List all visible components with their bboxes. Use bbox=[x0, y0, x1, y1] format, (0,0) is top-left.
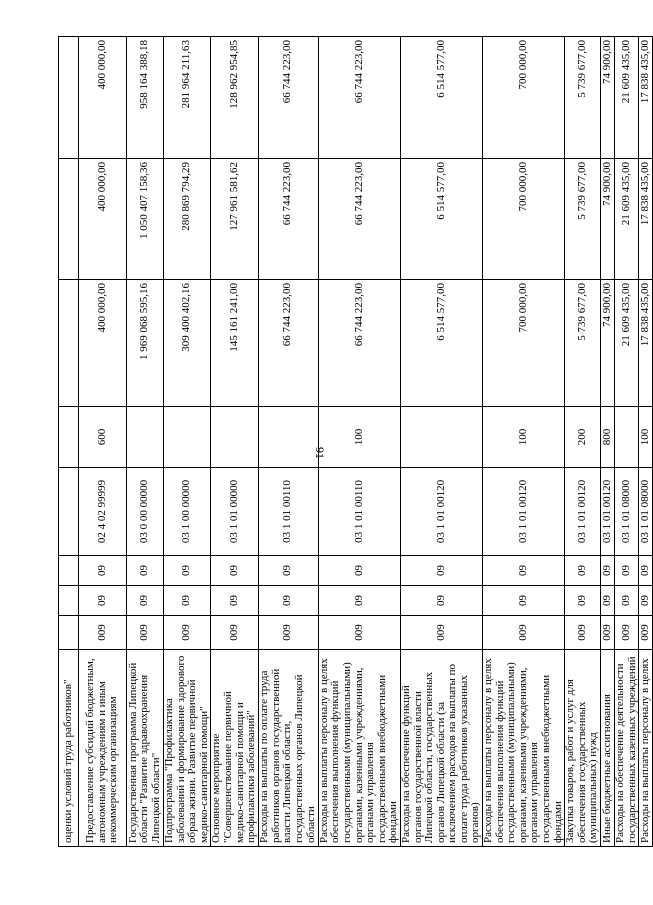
ministry-code-cell: 009 bbox=[639, 616, 653, 650]
item-name-cell: Расходы на выплаты персоналу в целях обеспечения выполнения функций государственными (муниципальными) органами, казенными учреждениями, органами управления государственными внебюджетными фондами bbox=[318, 650, 400, 847]
budget-table-body bbox=[59, 37, 653, 847]
amount-year2-cell: 21 609 435,00 bbox=[615, 159, 639, 280]
ministry-code-cell: 009 bbox=[565, 616, 601, 650]
subsection-code-cell bbox=[59, 556, 79, 586]
table-row bbox=[127, 37, 164, 847]
expense-type-cell: 100 bbox=[483, 407, 565, 468]
subsection-code-cell: 09 bbox=[164, 556, 211, 586]
target-article-cell: 03 0 00 00000 bbox=[127, 468, 164, 556]
ministry-code-cell: 009 bbox=[164, 616, 211, 650]
amount-year2-cell: 17 838 435,00 bbox=[639, 159, 653, 280]
amount-year1-cell: 5 739 677,00 bbox=[565, 280, 601, 407]
amount-year3-cell: 281 964 211,63 bbox=[164, 37, 211, 159]
table-row bbox=[211, 37, 258, 847]
target-article-cell: 03 1 01 00000 bbox=[211, 468, 258, 556]
target-article-cell: 03 1 01 00120 bbox=[400, 468, 482, 556]
section-code-cell: 09 bbox=[127, 586, 164, 616]
amount-year3-cell: 6 514 577,00 bbox=[400, 37, 482, 159]
expense-type-cell: 200 bbox=[565, 407, 601, 468]
subsection-code-cell: 09 bbox=[483, 556, 565, 586]
expense-type-cell bbox=[127, 407, 164, 468]
expense-type-cell bbox=[59, 407, 79, 468]
item-name-cell: Расходы на выплаты персоналу в целях обеспечения выполнения функций государственными (муниципальными) органами, казенными учреждениями, органами управления государственными внебюджетными фондами bbox=[483, 650, 565, 847]
subsection-code-cell: 09 bbox=[615, 556, 639, 586]
target-article-cell: 03 1 01 00120 bbox=[483, 468, 565, 556]
amount-year1-cell bbox=[59, 280, 79, 407]
rotated-table-page bbox=[58, 37, 651, 847]
item-name-cell: Расходы на выплаты по оплате труда работников органов государственной власти Липецкой области, государственных органов Липецкой области bbox=[258, 650, 318, 847]
expense-type-cell bbox=[400, 407, 482, 468]
amount-year1-cell: 1 969 068 595,16 bbox=[127, 280, 164, 407]
amount-year3-cell: 66 744 223,00 bbox=[258, 37, 318, 159]
amount-year2-cell: 66 744 223,00 bbox=[258, 159, 318, 280]
budget-table bbox=[58, 36, 653, 847]
amount-year2-cell: 66 744 223,00 bbox=[318, 159, 400, 280]
expense-type-cell: 100 bbox=[318, 407, 400, 468]
amount-year2-cell: 6 514 577,00 bbox=[400, 159, 482, 280]
subsection-code-cell: 09 bbox=[565, 556, 601, 586]
expense-type-cell: 100 bbox=[639, 407, 653, 468]
table-row bbox=[639, 37, 653, 847]
amount-year1-cell: 700 000,00 bbox=[483, 280, 565, 407]
amount-year1-cell: 145 161 241,00 bbox=[211, 280, 258, 407]
expense-type-cell: 600 bbox=[79, 407, 127, 468]
amount-year3-cell: 128 962 954,85 bbox=[211, 37, 258, 159]
target-article-cell: 03 1 01 08000 bbox=[615, 468, 639, 556]
target-article-cell: 02 4 02 99999 bbox=[79, 468, 127, 556]
target-article-cell bbox=[59, 468, 79, 556]
amount-year3-cell: 66 744 223,00 bbox=[318, 37, 400, 159]
target-article-cell: 03 1 01 00120 bbox=[565, 468, 601, 556]
target-article-cell: 03 1 01 00110 bbox=[318, 468, 400, 556]
item-name-cell: Расходы на обеспечение функций органов государственной власти Липецкой области, государственных органов Липецкой области (за исключением расходов на выплаты по оплате труда работников указанных органов) bbox=[400, 650, 482, 847]
amount-year2-cell bbox=[59, 159, 79, 280]
item-name-cell: Расходы на выплаты персоналу в целях bbox=[639, 650, 653, 847]
ministry-code-cell: 009 bbox=[615, 616, 639, 650]
amount-year1-cell: 400 000,00 bbox=[79, 280, 127, 407]
amount-year3-cell: 74 900,00 bbox=[601, 37, 615, 159]
amount-year2-cell: 400 000,00 bbox=[79, 159, 127, 280]
amount-year3-cell: 21 609 435,00 bbox=[615, 37, 639, 159]
target-article-cell: 03 1 01 00120 bbox=[601, 468, 615, 556]
table-row bbox=[59, 37, 79, 847]
section-code-cell: 09 bbox=[164, 586, 211, 616]
table-row bbox=[400, 37, 482, 847]
section-code-cell: 09 bbox=[79, 586, 127, 616]
table-row bbox=[258, 37, 318, 847]
target-article-cell: 03 1 01 08000 bbox=[639, 468, 653, 556]
item-name-cell: Государственная программа Липецкой области "Развитие здравоохранения Липецкой области" bbox=[127, 650, 164, 847]
subsection-code-cell: 09 bbox=[79, 556, 127, 586]
amount-year3-cell bbox=[59, 37, 79, 159]
ministry-code-cell: 009 bbox=[211, 616, 258, 650]
item-name-cell: Закупка товаров, работ и услуг для обеспечения государственных (муниципальных) нужд bbox=[565, 650, 601, 847]
subsection-code-cell: 09 bbox=[211, 556, 258, 586]
amount-year3-cell: 700 000,00 bbox=[483, 37, 565, 159]
amount-year1-cell: 66 744 223,00 bbox=[318, 280, 400, 407]
section-code-cell: 09 bbox=[258, 586, 318, 616]
item-name-cell: оценки условий труда работников" bbox=[59, 650, 79, 847]
item-name-cell: Расходы на обеспечение деятельности государственных казенных учреждений bbox=[615, 650, 639, 847]
item-name-cell: Иные бюджетные ассигнования bbox=[601, 650, 615, 847]
amount-year2-cell: 5 739 677,00 bbox=[565, 159, 601, 280]
amount-year1-cell: 309 400 402,16 bbox=[164, 280, 211, 407]
table-row bbox=[164, 37, 211, 847]
amount-year3-cell: 400 000,00 bbox=[79, 37, 127, 159]
amount-year1-cell: 6 514 577,00 bbox=[400, 280, 482, 407]
amount-year1-cell: 21 609 435,00 bbox=[615, 280, 639, 407]
ministry-code-cell: 009 bbox=[601, 616, 615, 650]
amount-year2-cell: 1 050 407 158,36 bbox=[127, 159, 164, 280]
expense-type-cell bbox=[615, 407, 639, 468]
table-row bbox=[79, 37, 127, 847]
page-number: 91 bbox=[313, 447, 327, 459]
ministry-code-cell bbox=[59, 616, 79, 650]
section-code-cell: 09 bbox=[601, 586, 615, 616]
ministry-code-cell: 009 bbox=[127, 616, 164, 650]
amount-year2-cell: 280 869 794,29 bbox=[164, 159, 211, 280]
item-name-cell: Подпрограмма "Профилактика заболеваний и формирование здорового образа жизни. Развитие первичной медико-санитарной помощи" bbox=[164, 650, 211, 847]
section-code-cell bbox=[59, 586, 79, 616]
table-row bbox=[565, 37, 601, 847]
table-row bbox=[318, 37, 400, 847]
amount-year3-cell: 5 739 677,00 bbox=[565, 37, 601, 159]
amount-year1-cell: 74 900,00 bbox=[601, 280, 615, 407]
subsection-code-cell: 09 bbox=[318, 556, 400, 586]
expense-type-cell: 800 bbox=[601, 407, 615, 468]
section-code-cell: 09 bbox=[639, 586, 653, 616]
table-row bbox=[483, 37, 565, 847]
amount-year3-cell: 958 164 388,18 bbox=[127, 37, 164, 159]
section-code-cell: 09 bbox=[615, 586, 639, 616]
subsection-code-cell: 09 bbox=[400, 556, 482, 586]
ministry-code-cell: 009 bbox=[400, 616, 482, 650]
section-code-cell: 09 bbox=[483, 586, 565, 616]
amount-year3-cell: 17 838 435,00 bbox=[639, 37, 653, 159]
amount-year1-cell: 66 744 223,00 bbox=[258, 280, 318, 407]
table-row bbox=[615, 37, 639, 847]
amount-year2-cell: 700 000,00 bbox=[483, 159, 565, 280]
expense-type-cell bbox=[211, 407, 258, 468]
section-code-cell: 09 bbox=[318, 586, 400, 616]
section-code-cell: 09 bbox=[400, 586, 482, 616]
ministry-code-cell: 009 bbox=[79, 616, 127, 650]
ministry-code-cell: 009 bbox=[318, 616, 400, 650]
amount-year2-cell: 127 961 581,62 bbox=[211, 159, 258, 280]
item-name-cell: Основное мероприятие "Совершенствование первичной медико-санитарной помощи и профилактики заболеваний" bbox=[211, 650, 258, 847]
subsection-code-cell: 09 bbox=[258, 556, 318, 586]
expense-type-cell bbox=[164, 407, 211, 468]
amount-year2-cell: 74 900,00 bbox=[601, 159, 615, 280]
ministry-code-cell: 009 bbox=[483, 616, 565, 650]
expense-type-cell bbox=[258, 407, 318, 468]
table-row bbox=[601, 37, 615, 847]
subsection-code-cell: 09 bbox=[127, 556, 164, 586]
target-article-cell: 03 1 01 00110 bbox=[258, 468, 318, 556]
section-code-cell: 09 bbox=[211, 586, 258, 616]
subsection-code-cell: 09 bbox=[601, 556, 615, 586]
ministry-code-cell: 009 bbox=[258, 616, 318, 650]
section-code-cell: 09 bbox=[565, 586, 601, 616]
target-article-cell: 03 1 00 00000 bbox=[164, 468, 211, 556]
amount-year1-cell: 17 838 435,00 bbox=[639, 280, 653, 407]
item-name-cell: Предоставление субсидий бюджетным, автономным учреждениям и иным некоммерческим организациям bbox=[79, 650, 127, 847]
subsection-code-cell: 09 bbox=[639, 556, 653, 586]
